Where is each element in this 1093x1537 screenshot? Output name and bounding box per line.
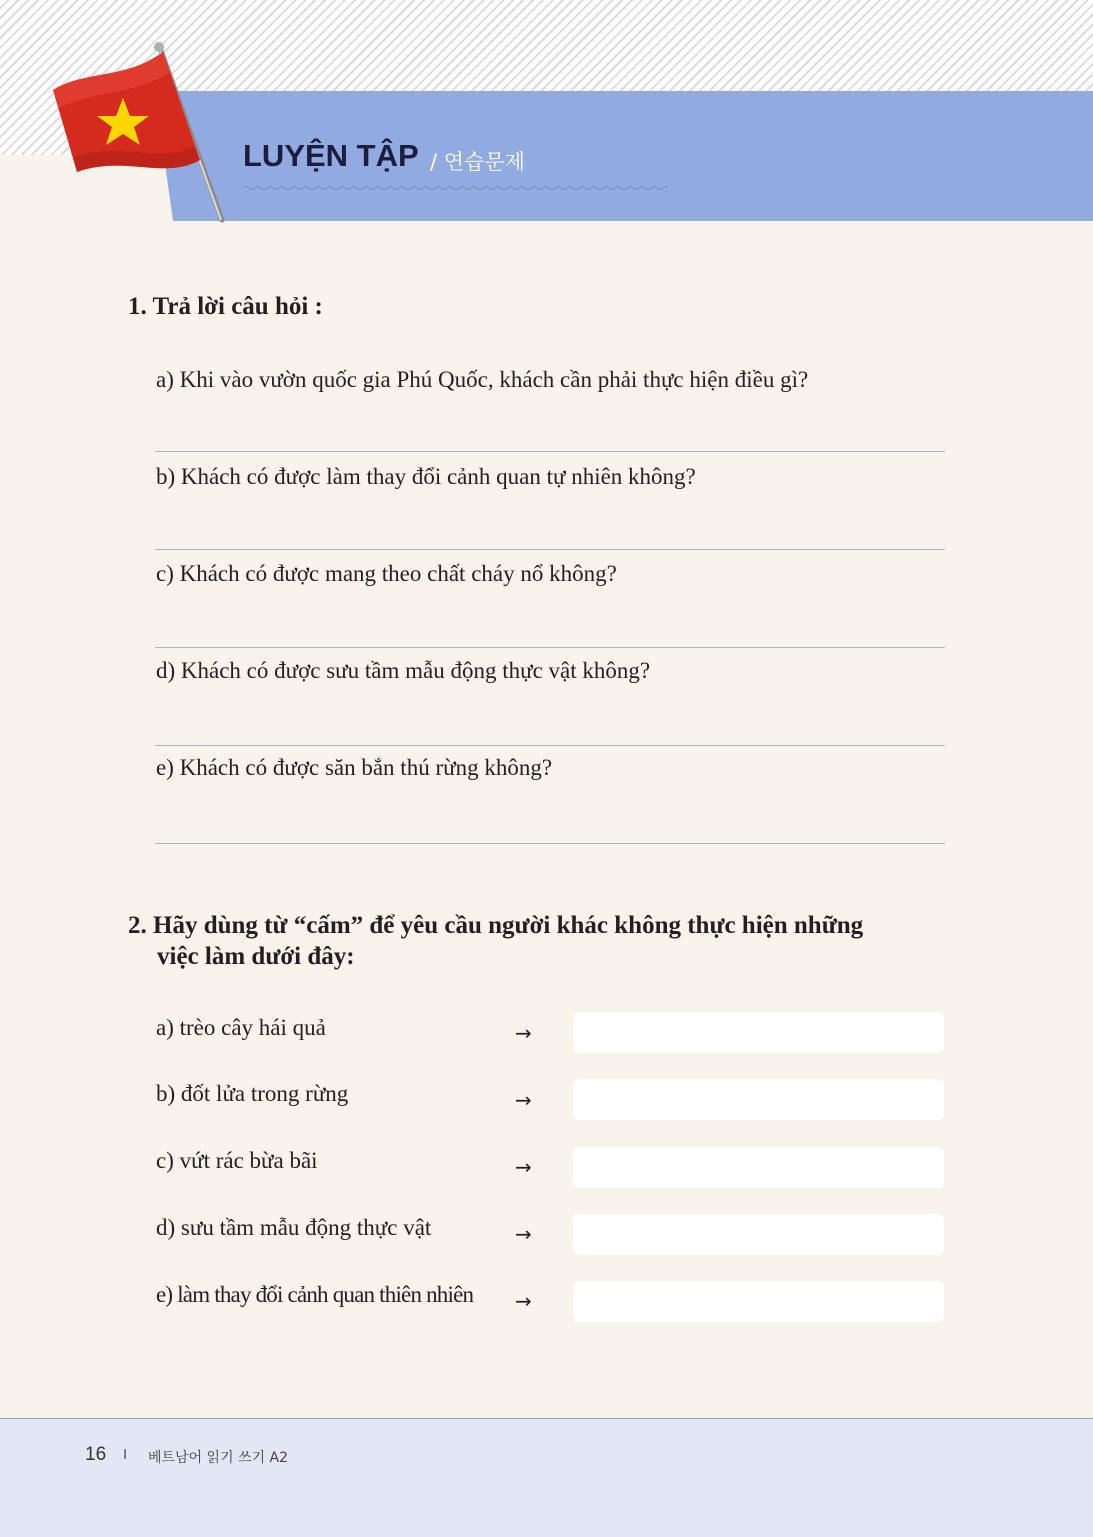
item-c-label: c) vứt rác bừa bãi xyxy=(156,1148,318,1173)
arrow-icon: → xyxy=(515,1021,532,1045)
arrow-icon: → xyxy=(515,1088,532,1112)
question-d: d) Khách có được sưu tầm mẫu động thực vật không? xyxy=(156,658,651,683)
section2-heading-cont: việc làm dưới đây: xyxy=(157,943,355,970)
answer-line-d[interactable] xyxy=(155,745,945,746)
question-e: e) Khách có được săn bắn thú rừng không? xyxy=(156,755,553,780)
footer-separator: I xyxy=(123,1446,128,1463)
page-subtitle: / 연습문제 xyxy=(430,150,525,174)
answer-line-e[interactable] xyxy=(155,843,945,844)
page-title: LUYỆN TẬP xyxy=(243,138,419,173)
arrow-icon: → xyxy=(515,1222,532,1246)
section2-heading: 2. Hãy dùng từ “cấm” để yêu cầu người khác không thực hiện những xyxy=(128,912,864,939)
vietnam-flag-icon xyxy=(45,40,235,225)
question-b: b) Khách có được làm thay đổi cảnh quan tự nhiên không? xyxy=(156,464,696,489)
arrow-icon: → xyxy=(515,1155,532,1179)
answer-box-e[interactable] xyxy=(573,1281,944,1322)
item-b-label: b) đốt lửa trong rừng xyxy=(156,1081,349,1106)
question-c: c) Khách có được mang theo chất cháy nổ không? xyxy=(156,561,617,586)
book-title: 베트남어 읽기 쓰기 A2 xyxy=(148,1450,289,1466)
answer-box-c[interactable] xyxy=(573,1147,944,1188)
page-number: 16 xyxy=(85,1444,107,1465)
arrow-icon: → xyxy=(515,1289,532,1313)
answer-box-b[interactable] xyxy=(573,1079,944,1120)
answer-box-a[interactable] xyxy=(573,1012,944,1053)
item-a-label: a) trèo cây hái quả xyxy=(156,1015,326,1040)
section1-heading: 1. Trả lời câu hỏi : xyxy=(128,293,323,320)
answer-line-c[interactable] xyxy=(155,647,945,648)
title-underline xyxy=(243,184,668,192)
item-e-label: e) làm thay đổi cảnh quan thiên nhiên xyxy=(156,1282,474,1307)
question-a: a) Khi vào vườn quốc gia Phú Quốc, khách cần phải thực hiện điều gì? xyxy=(156,367,809,392)
item-d-label: d) sưu tầm mẫu động thực vật xyxy=(156,1215,432,1240)
answer-line-b[interactable] xyxy=(155,549,945,550)
answer-box-d[interactable] xyxy=(573,1214,944,1255)
answer-line-a[interactable] xyxy=(155,451,945,452)
page-footer xyxy=(0,1418,1093,1537)
